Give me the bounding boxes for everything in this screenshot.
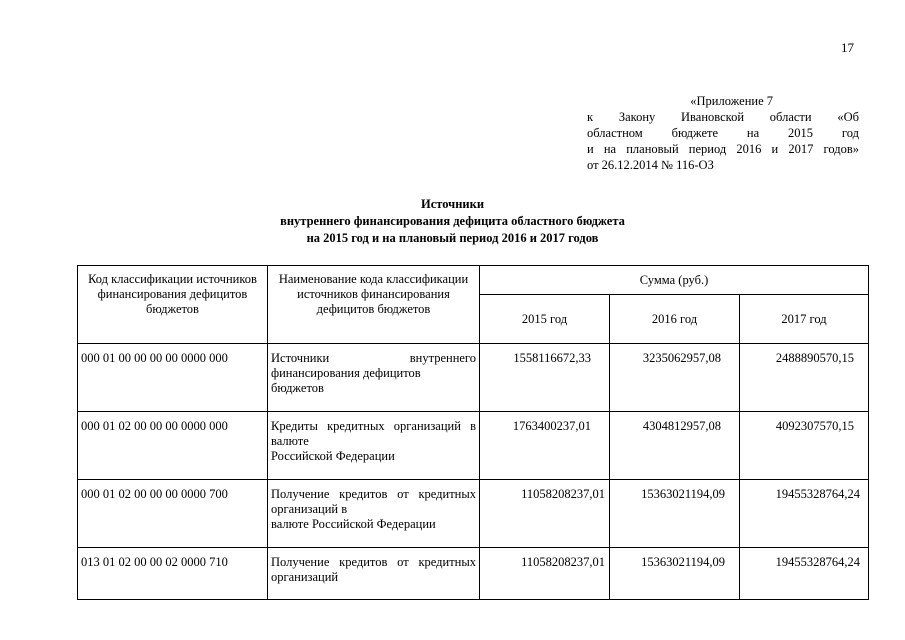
row-name-text-end: Российской Федерации xyxy=(271,449,395,463)
row-code: 000 01 02 00 00 00 0000 000 xyxy=(78,412,268,480)
appendix-line-4: и на плановый период 2016 и 2017 годов» xyxy=(587,142,859,156)
header-code: Код классификации источников финансирования дефицитов бюджетов xyxy=(78,266,268,344)
row-name-text: Источники внутреннего финансирования дефицитов xyxy=(271,351,476,380)
row-code: 013 01 02 00 00 02 0000 710 xyxy=(78,548,268,600)
table-row xyxy=(78,548,869,600)
header-year-2017: 2017 год xyxy=(740,295,869,344)
table-row xyxy=(78,412,869,480)
page-number: 17 xyxy=(841,40,854,55)
title-line-3: на 2015 год и на плановый период 2016 и 2017 годов xyxy=(306,231,599,245)
row-amount-2017: 4092307570,15 xyxy=(740,412,869,480)
row-name xyxy=(268,412,480,480)
header-year-2016: 2016 год xyxy=(610,295,740,344)
row-amount-2016: 15363021194,09 xyxy=(610,548,740,600)
row-name-text: Получение кредитов от кредитных организаций xyxy=(271,555,476,584)
row-name-text: Кредиты кредитных организаций в валюте xyxy=(271,419,476,448)
row-amount-2016: 4304812957,08 xyxy=(610,412,740,480)
row-name-text-end: валюте Российской Федерации xyxy=(271,517,436,531)
row-code: 000 01 02 00 00 00 0000 700 xyxy=(78,480,268,548)
title-line-1: Источники xyxy=(420,197,485,211)
row-amount-2017: 19455328764,24 xyxy=(740,548,869,600)
appendix-note xyxy=(587,93,859,173)
appendix-line-1: «Приложение 7 xyxy=(690,94,773,108)
row-amount-2015: 11058208237,01 xyxy=(480,480,610,548)
row-amount-2015: 1763400237,01 xyxy=(480,412,610,480)
title-line-2: внутреннего финансирования дефицита областного бюджета xyxy=(280,214,625,228)
row-amount-2015: 1558116672,33 xyxy=(480,344,610,412)
sources-table xyxy=(77,265,869,600)
row-name xyxy=(268,480,480,548)
appendix-line-2: к Закону Ивановской области «Об xyxy=(587,110,859,124)
row-name xyxy=(268,548,480,600)
header-sum: Сумма (руб.) xyxy=(480,266,869,295)
header-year-2015: 2015 год xyxy=(480,295,610,344)
row-name-text: Получение кредитов от кредитных организаций в xyxy=(271,487,476,516)
table-header-row xyxy=(78,266,869,295)
header-name: Наименование кода классификации источников финансирования дефицитов бюджетов xyxy=(268,266,480,344)
table-row xyxy=(78,480,869,548)
row-amount-2015: 11058208237,01 xyxy=(480,548,610,600)
appendix-line-3: областном бюджете на 2015 год xyxy=(587,126,859,140)
row-code: 000 01 00 00 00 00 0000 000 xyxy=(78,344,268,412)
row-amount-2016: 3235062957,08 xyxy=(610,344,740,412)
row-amount-2017: 2488890570,15 xyxy=(740,344,869,412)
table-row xyxy=(78,344,869,412)
row-name xyxy=(268,344,480,412)
row-name-text-end: бюджетов xyxy=(271,381,324,395)
row-amount-2016: 15363021194,09 xyxy=(610,480,740,548)
appendix-line-5: от 26.12.2014 № 116-ОЗ xyxy=(587,158,714,172)
row-amount-2017: 19455328764,24 xyxy=(740,480,869,548)
document-title xyxy=(180,196,725,247)
